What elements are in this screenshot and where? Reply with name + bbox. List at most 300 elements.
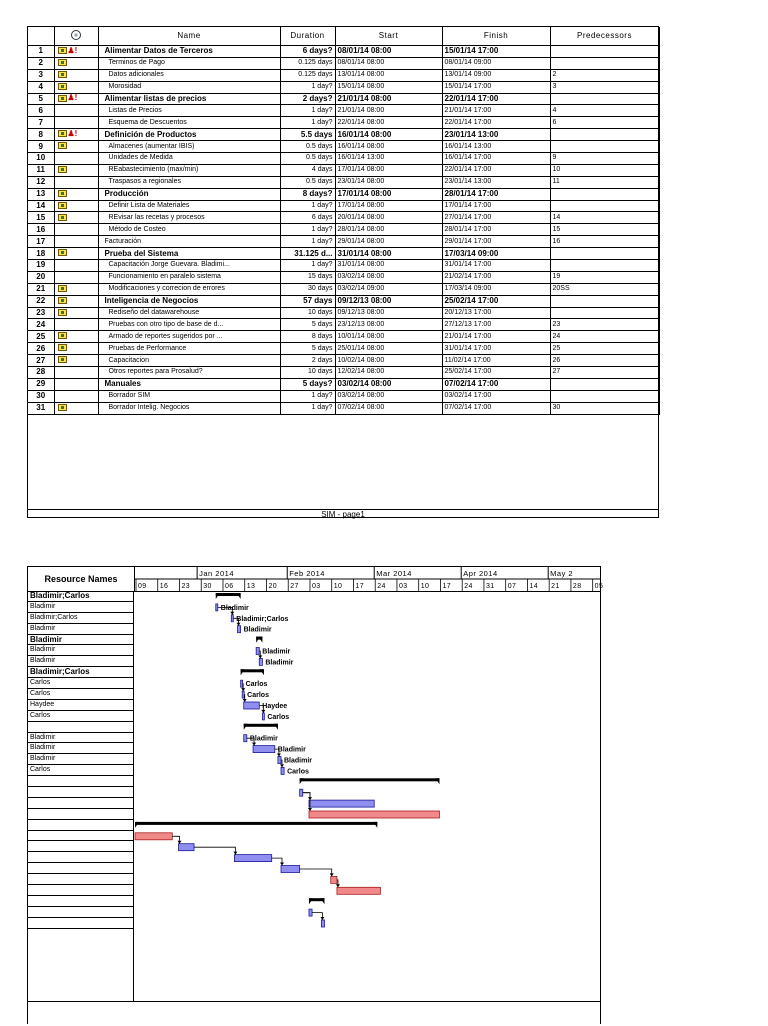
notes-icon[interactable] bbox=[58, 309, 67, 316]
resource-row[interactable]: Bladimir bbox=[28, 733, 134, 744]
task-id[interactable]: 26 bbox=[28, 343, 54, 355]
task-duration[interactable]: 31.125 d... bbox=[280, 248, 335, 260]
task-predecessors[interactable] bbox=[550, 129, 659, 141]
task-id[interactable]: 30 bbox=[28, 390, 54, 402]
task-start[interactable]: 28/01/14 08:00 bbox=[335, 224, 442, 236]
task-start[interactable]: 31/01/14 08:00 bbox=[335, 260, 442, 272]
resource-row[interactable] bbox=[28, 809, 134, 820]
critical-task-bar[interactable] bbox=[337, 887, 380, 894]
resource-row[interactable] bbox=[28, 776, 134, 787]
task-start[interactable]: 17/01/14 08:00 bbox=[335, 164, 442, 176]
task-start[interactable]: 12/02/14 08:00 bbox=[335, 367, 442, 379]
table-row[interactable] bbox=[28, 343, 659, 355]
task-duration[interactable]: 5.5 days bbox=[280, 129, 335, 141]
task-duration[interactable]: 30 days bbox=[280, 283, 335, 295]
resource-row[interactable] bbox=[28, 863, 134, 874]
task-name[interactable]: Inteligencia de Negocios bbox=[98, 295, 280, 307]
task-start[interactable]: 03/02/14 08:00 bbox=[335, 271, 442, 283]
task-name[interactable]: Otros reportes para Prosalud? bbox=[98, 367, 280, 379]
resource-icon[interactable]: ♟! bbox=[67, 45, 78, 55]
finish-column-header[interactable]: Finish bbox=[442, 27, 550, 46]
indicators-cell[interactable] bbox=[54, 307, 98, 319]
task-start[interactable]: 07/02/14 08:00 bbox=[335, 402, 442, 414]
task-id[interactable]: 11 bbox=[28, 164, 54, 176]
task-bar[interactable] bbox=[253, 746, 275, 753]
table-row[interactable] bbox=[28, 295, 659, 307]
task-finish[interactable]: 21/01/14 17:00 bbox=[442, 331, 550, 343]
indicators-cell[interactable] bbox=[54, 153, 98, 165]
task-duration[interactable]: 57 days bbox=[280, 295, 335, 307]
indicators-cell[interactable] bbox=[54, 164, 98, 176]
task-finish[interactable]: 28/01/14 17:00 bbox=[442, 224, 550, 236]
task-predecessors[interactable]: 15 bbox=[550, 224, 659, 236]
table-row[interactable] bbox=[28, 69, 659, 81]
table-row[interactable] bbox=[28, 260, 659, 272]
task-finish[interactable]: 20/12/13 17:00 bbox=[442, 307, 550, 319]
task-name[interactable]: Pruebas de Performance bbox=[98, 343, 280, 355]
notes-icon[interactable] bbox=[58, 202, 67, 209]
task-finish[interactable]: 22/01/14 17:00 bbox=[442, 164, 550, 176]
task-start[interactable]: 16/01/14 13:00 bbox=[335, 153, 442, 165]
indicators-cell[interactable] bbox=[54, 200, 98, 212]
task-predecessors[interactable] bbox=[550, 46, 659, 58]
task-bar[interactable] bbox=[178, 844, 194, 851]
indicators-cell[interactable] bbox=[54, 57, 98, 69]
indicators-cell[interactable] bbox=[54, 46, 98, 58]
task-duration[interactable]: 1 day? bbox=[280, 117, 335, 129]
resource-row[interactable]: Bladimir bbox=[28, 656, 134, 667]
indicators-cell[interactable] bbox=[54, 93, 98, 105]
task-bar[interactable] bbox=[262, 713, 264, 720]
task-start[interactable]: 25/01/14 08:00 bbox=[335, 343, 442, 355]
task-finish[interactable]: 08/01/14 09:00 bbox=[442, 57, 550, 69]
task-finish[interactable]: 31/01/14 17:00 bbox=[442, 260, 550, 272]
table-row[interactable] bbox=[28, 46, 659, 58]
task-finish[interactable]: 23/01/14 13:00 bbox=[442, 129, 550, 141]
task-id[interactable]: 8 bbox=[28, 129, 54, 141]
task-id[interactable]: 23 bbox=[28, 307, 54, 319]
task-name[interactable]: Listas de Precios bbox=[98, 105, 280, 117]
task-id[interactable]: 17 bbox=[28, 236, 54, 248]
resource-row[interactable]: Bladimir bbox=[28, 754, 134, 765]
task-finish[interactable]: 22/01/14 17:00 bbox=[442, 117, 550, 129]
task-bar[interactable] bbox=[281, 866, 300, 873]
task-finish[interactable]: 25/02/14 17:00 bbox=[442, 367, 550, 379]
task-name[interactable]: Producción bbox=[98, 188, 280, 200]
resource-row[interactable]: Bladimir;Carlos bbox=[28, 591, 134, 602]
task-predecessors[interactable] bbox=[550, 141, 659, 153]
task-name[interactable]: Modificaciones y correcion de errores bbox=[98, 283, 280, 295]
task-duration[interactable]: 0.5 days bbox=[280, 153, 335, 165]
task-id[interactable]: 16 bbox=[28, 224, 54, 236]
table-row[interactable] bbox=[28, 319, 659, 331]
task-duration[interactable]: 10 days bbox=[280, 367, 335, 379]
task-bar[interactable] bbox=[231, 615, 233, 622]
task-id[interactable]: 29 bbox=[28, 378, 54, 390]
resource-row[interactable]: Carlos bbox=[28, 765, 134, 776]
task-id[interactable]: 25 bbox=[28, 331, 54, 343]
resource-row[interactable]: Bladimir bbox=[28, 635, 134, 646]
task-predecessors[interactable] bbox=[550, 93, 659, 105]
task-start[interactable]: 16/01/14 08:00 bbox=[335, 129, 442, 141]
resource-row[interactable] bbox=[28, 885, 134, 896]
task-id[interactable]: 4 bbox=[28, 81, 54, 93]
task-predecessors[interactable] bbox=[550, 295, 659, 307]
task-id[interactable]: 6 bbox=[28, 105, 54, 117]
table-row[interactable] bbox=[28, 390, 659, 402]
task-name[interactable]: Definición de Productos bbox=[98, 129, 280, 141]
task-finish[interactable]: 17/01/14 17:00 bbox=[442, 200, 550, 212]
task-id[interactable]: 13 bbox=[28, 188, 54, 200]
task-start[interactable]: 08/01/14 08:00 bbox=[335, 57, 442, 69]
resource-row[interactable]: Bladimir;Carlos bbox=[28, 667, 134, 678]
resource-names-header[interactable]: Resource Names bbox=[28, 567, 135, 592]
notes-icon[interactable] bbox=[58, 249, 67, 256]
task-duration[interactable]: 1 day? bbox=[280, 105, 335, 117]
indicators-cell[interactable] bbox=[54, 81, 98, 93]
task-duration[interactable]: 6 days bbox=[280, 212, 335, 224]
indicators-cell[interactable] bbox=[54, 236, 98, 248]
notes-icon[interactable] bbox=[58, 404, 67, 411]
task-start[interactable]: 09/12/13 08:00 bbox=[335, 307, 442, 319]
task-finish[interactable]: 23/01/14 13:00 bbox=[442, 176, 550, 188]
predecessors-column-header[interactable]: Predecessors bbox=[550, 27, 659, 46]
task-name[interactable]: Método de Costeo bbox=[98, 224, 280, 236]
task-finish[interactable]: 31/01/14 17:00 bbox=[442, 343, 550, 355]
task-start[interactable]: 29/01/14 08:00 bbox=[335, 236, 442, 248]
task-name[interactable]: Morosidad bbox=[98, 81, 280, 93]
task-predecessors[interactable]: 3 bbox=[550, 81, 659, 93]
critical-task-bar[interactable] bbox=[309, 811, 439, 818]
indicators-cell[interactable] bbox=[54, 390, 98, 402]
resource-row[interactable] bbox=[28, 787, 134, 798]
task-id[interactable]: 14 bbox=[28, 200, 54, 212]
resource-row[interactable] bbox=[28, 852, 134, 863]
table-row[interactable] bbox=[28, 176, 659, 188]
indicators-cell[interactable] bbox=[54, 378, 98, 390]
task-bar[interactable] bbox=[238, 626, 241, 633]
resource-icon[interactable]: ♟! bbox=[67, 128, 78, 138]
task-finish[interactable]: 21/02/14 17:00 bbox=[442, 271, 550, 283]
resource-row[interactable] bbox=[28, 798, 134, 809]
task-duration[interactable]: 1 day? bbox=[280, 81, 335, 93]
task-bar[interactable] bbox=[321, 920, 324, 927]
task-id[interactable]: 27 bbox=[28, 355, 54, 367]
table-row[interactable] bbox=[28, 129, 659, 141]
resource-row[interactable] bbox=[28, 896, 134, 907]
task-name[interactable]: Unidades de Medida bbox=[98, 153, 280, 165]
task-finish[interactable]: 07/02/14 17:00 bbox=[442, 402, 550, 414]
task-name[interactable]: Prueba del Sistema bbox=[98, 248, 280, 260]
task-finish[interactable]: 28/01/14 17:00 bbox=[442, 188, 550, 200]
task-predecessors[interactable]: 24 bbox=[550, 331, 659, 343]
task-finish[interactable]: 22/01/14 17:00 bbox=[442, 93, 550, 105]
indicators-column-header[interactable] bbox=[54, 27, 98, 46]
task-bar[interactable] bbox=[241, 680, 243, 687]
task-start[interactable]: 23/12/13 08:00 bbox=[335, 319, 442, 331]
task-predecessors[interactable] bbox=[550, 390, 659, 402]
task-start[interactable]: 10/02/14 08:00 bbox=[335, 355, 442, 367]
task-predecessors[interactable]: 4 bbox=[550, 105, 659, 117]
task-bar[interactable] bbox=[309, 800, 374, 807]
notes-icon[interactable] bbox=[58, 71, 67, 78]
task-name[interactable]: Funcionamiento en paralelo sistema bbox=[98, 271, 280, 283]
table-row[interactable] bbox=[28, 117, 659, 129]
resource-row[interactable] bbox=[28, 918, 134, 929]
indicators-cell[interactable] bbox=[54, 69, 98, 81]
task-duration[interactable]: 5 days bbox=[280, 343, 335, 355]
task-name[interactable]: Pruebas con otro tipo de base de d... bbox=[98, 319, 280, 331]
task-name[interactable]: Almacenes (aumentar IBIS) bbox=[98, 141, 280, 153]
task-duration[interactable]: 0.125 days bbox=[280, 69, 335, 81]
notes-icon[interactable] bbox=[58, 47, 67, 54]
task-name[interactable]: REvisar las recetas y procesos bbox=[98, 212, 280, 224]
task-start[interactable]: 10/01/14 08:00 bbox=[335, 331, 442, 343]
resource-row[interactable]: Carlos bbox=[28, 711, 134, 722]
task-bar[interactable] bbox=[242, 691, 244, 698]
id-column-header[interactable] bbox=[28, 27, 54, 46]
task-bar[interactable] bbox=[244, 735, 247, 742]
resource-row[interactable]: Carlos bbox=[28, 678, 134, 689]
task-id[interactable]: 28 bbox=[28, 367, 54, 379]
task-name[interactable]: Capacitación Jorge Guevara. Bladimi... bbox=[98, 260, 280, 272]
task-finish[interactable]: 16/01/14 17:00 bbox=[442, 153, 550, 165]
task-name[interactable]: Datos adicionales bbox=[98, 69, 280, 81]
task-duration[interactable]: 5 days bbox=[280, 319, 335, 331]
task-finish[interactable]: 25/02/14 17:00 bbox=[442, 295, 550, 307]
task-name[interactable]: Esquema de Descuentos bbox=[98, 117, 280, 129]
task-duration[interactable]: 5 days? bbox=[280, 378, 335, 390]
indicators-cell[interactable] bbox=[54, 343, 98, 355]
task-predecessors[interactable] bbox=[550, 307, 659, 319]
indicators-cell[interactable] bbox=[54, 331, 98, 343]
task-name[interactable]: Capacitacion bbox=[98, 355, 280, 367]
indicators-cell[interactable] bbox=[54, 402, 98, 414]
task-name[interactable]: Borrador SIM bbox=[98, 390, 280, 402]
task-duration[interactable]: 4 days bbox=[280, 164, 335, 176]
task-id[interactable]: 21 bbox=[28, 283, 54, 295]
task-finish[interactable]: 16/01/14 13:00 bbox=[442, 141, 550, 153]
task-id[interactable]: 2 bbox=[28, 57, 54, 69]
table-row[interactable] bbox=[28, 307, 659, 319]
table-row[interactable] bbox=[28, 200, 659, 212]
indicators-cell[interactable] bbox=[54, 355, 98, 367]
table-row[interactable] bbox=[28, 224, 659, 236]
task-start[interactable]: 23/01/14 08:00 bbox=[335, 176, 442, 188]
resource-row[interactable] bbox=[28, 831, 134, 842]
task-duration[interactable]: 0.5 days bbox=[280, 176, 335, 188]
notes-icon[interactable] bbox=[58, 297, 67, 304]
table-row[interactable] bbox=[28, 283, 659, 295]
indicators-cell[interactable] bbox=[54, 141, 98, 153]
task-start[interactable]: 31/01/14 08:00 bbox=[335, 248, 442, 260]
task-start[interactable]: 20/01/14 08:00 bbox=[335, 212, 442, 224]
table-row[interactable] bbox=[28, 367, 659, 379]
resource-row[interactable]: Bladimir bbox=[28, 602, 134, 613]
summary-bar[interactable] bbox=[135, 822, 377, 825]
task-bar[interactable] bbox=[256, 648, 259, 655]
table-row[interactable] bbox=[28, 236, 659, 248]
task-duration[interactable]: 8 days bbox=[280, 331, 335, 343]
task-id[interactable]: 24 bbox=[28, 319, 54, 331]
duration-column-header[interactable]: Duration bbox=[280, 27, 335, 46]
task-bar[interactable] bbox=[216, 604, 218, 611]
critical-task-bar[interactable] bbox=[331, 876, 337, 883]
task-finish[interactable]: 21/01/14 17:00 bbox=[442, 105, 550, 117]
task-id[interactable]: 1 bbox=[28, 46, 54, 58]
task-name[interactable]: REabastecimiento (max/min) bbox=[98, 164, 280, 176]
task-duration[interactable]: 1 day? bbox=[280, 236, 335, 248]
table-row[interactable] bbox=[28, 355, 659, 367]
indicators-cell[interactable] bbox=[54, 295, 98, 307]
notes-icon[interactable] bbox=[58, 83, 67, 90]
task-finish[interactable]: 15/01/14 17:00 bbox=[442, 81, 550, 93]
resource-row[interactable]: Bladimir bbox=[28, 624, 134, 635]
notes-icon[interactable] bbox=[58, 95, 67, 102]
task-start[interactable]: 21/01/14 08:00 bbox=[335, 93, 442, 105]
notes-icon[interactable] bbox=[58, 130, 67, 137]
task-duration[interactable]: 1 day? bbox=[280, 402, 335, 414]
task-id[interactable]: 3 bbox=[28, 69, 54, 81]
start-column-header[interactable]: Start bbox=[335, 27, 442, 46]
task-predecessors[interactable] bbox=[550, 260, 659, 272]
task-bar[interactable] bbox=[309, 909, 312, 916]
task-name[interactable]: Armado de reportes sugeridos por ... bbox=[98, 331, 280, 343]
table-row[interactable] bbox=[28, 378, 659, 390]
task-name[interactable]: Borrador Intelig. Negocios bbox=[98, 402, 280, 414]
resource-row[interactable]: Bladimir;Carlos bbox=[28, 613, 134, 624]
summary-bar[interactable] bbox=[300, 778, 440, 781]
task-predecessors[interactable]: 9 bbox=[550, 153, 659, 165]
indicators-cell[interactable] bbox=[54, 260, 98, 272]
task-start[interactable]: 22/01/14 08:00 bbox=[335, 117, 442, 129]
task-predecessors[interactable] bbox=[550, 200, 659, 212]
task-id[interactable]: 5 bbox=[28, 93, 54, 105]
task-id[interactable]: 10 bbox=[28, 153, 54, 165]
task-finish[interactable]: 11/02/14 17:00 bbox=[442, 355, 550, 367]
task-predecessors[interactable]: 27 bbox=[550, 367, 659, 379]
task-id[interactable]: 12 bbox=[28, 176, 54, 188]
indicators-cell[interactable] bbox=[54, 129, 98, 141]
task-duration[interactable]: 8 days? bbox=[280, 188, 335, 200]
indicators-cell[interactable] bbox=[54, 271, 98, 283]
table-row[interactable] bbox=[28, 164, 659, 176]
task-predecessors[interactable] bbox=[550, 378, 659, 390]
table-row[interactable] bbox=[28, 57, 659, 69]
task-finish[interactable]: 15/01/14 17:00 bbox=[442, 46, 550, 58]
task-predecessors[interactable]: 2 bbox=[550, 69, 659, 81]
table-row[interactable] bbox=[28, 402, 659, 414]
task-duration[interactable]: 1 day? bbox=[280, 224, 335, 236]
task-predecessors[interactable] bbox=[550, 57, 659, 69]
table-row[interactable] bbox=[28, 81, 659, 93]
task-duration[interactable]: 1 day? bbox=[280, 200, 335, 212]
task-finish[interactable]: 17/03/14 09:00 bbox=[442, 283, 550, 295]
summary-bar[interactable] bbox=[244, 724, 278, 727]
task-predecessors[interactable]: 19 bbox=[550, 271, 659, 283]
resource-row[interactable] bbox=[28, 841, 134, 852]
task-duration[interactable]: 0.125 days bbox=[280, 57, 335, 69]
task-predecessors[interactable]: 10 bbox=[550, 164, 659, 176]
task-duration[interactable]: 6 days? bbox=[280, 46, 335, 58]
table-row[interactable] bbox=[28, 212, 659, 224]
indicators-cell[interactable] bbox=[54, 283, 98, 295]
resource-row[interactable] bbox=[28, 907, 134, 918]
task-start[interactable]: 17/01/14 08:00 bbox=[335, 200, 442, 212]
task-start[interactable]: 15/01/14 08:00 bbox=[335, 81, 442, 93]
resource-row[interactable]: Haydee bbox=[28, 700, 134, 711]
resource-row[interactable]: Bladimir bbox=[28, 645, 134, 656]
task-start[interactable]: 03/02/14 08:00 bbox=[335, 378, 442, 390]
table-row[interactable] bbox=[28, 271, 659, 283]
indicators-cell[interactable] bbox=[54, 176, 98, 188]
task-id[interactable]: 20 bbox=[28, 271, 54, 283]
task-predecessors[interactable]: 16 bbox=[550, 236, 659, 248]
task-duration[interactable]: 0.5 days bbox=[280, 141, 335, 153]
task-predecessors[interactable] bbox=[550, 188, 659, 200]
notes-icon[interactable] bbox=[58, 142, 67, 149]
summary-bar[interactable] bbox=[216, 593, 241, 596]
task-start[interactable]: 17/01/14 08:00 bbox=[335, 188, 442, 200]
notes-icon[interactable] bbox=[58, 285, 67, 292]
indicators-cell[interactable] bbox=[54, 117, 98, 129]
task-predecessors[interactable] bbox=[550, 248, 659, 260]
task-start[interactable]: 13/01/14 08:00 bbox=[335, 69, 442, 81]
table-row[interactable] bbox=[28, 105, 659, 117]
indicators-cell[interactable] bbox=[54, 248, 98, 260]
task-predecessors[interactable]: 14 bbox=[550, 212, 659, 224]
task-finish[interactable]: 29/01/14 17:00 bbox=[442, 236, 550, 248]
name-column-header[interactable]: Name bbox=[98, 27, 280, 46]
task-finish[interactable]: 07/02/14 17:00 bbox=[442, 378, 550, 390]
indicators-cell[interactable] bbox=[54, 367, 98, 379]
table-row[interactable] bbox=[28, 188, 659, 200]
resource-row[interactable]: Carlos bbox=[28, 689, 134, 700]
task-id[interactable]: 9 bbox=[28, 141, 54, 153]
notes-icon[interactable] bbox=[58, 166, 67, 173]
task-id[interactable]: 19 bbox=[28, 260, 54, 272]
task-bar[interactable] bbox=[278, 757, 281, 764]
task-predecessors[interactable]: 26 bbox=[550, 355, 659, 367]
task-duration[interactable]: 2 days? bbox=[280, 93, 335, 105]
notes-icon[interactable] bbox=[58, 332, 67, 339]
notes-icon[interactable] bbox=[58, 190, 67, 197]
task-finish[interactable]: 17/03/14 09:00 bbox=[442, 248, 550, 260]
task-bar[interactable] bbox=[259, 658, 262, 665]
task-finish[interactable]: 13/01/14 09:00 bbox=[442, 69, 550, 81]
task-predecessors[interactable]: 11 bbox=[550, 176, 659, 188]
indicators-cell[interactable] bbox=[54, 105, 98, 117]
notes-icon[interactable] bbox=[58, 214, 67, 221]
indicators-cell[interactable] bbox=[54, 319, 98, 331]
task-finish[interactable]: 27/12/13 17:00 bbox=[442, 319, 550, 331]
task-predecessors[interactable]: 23 bbox=[550, 319, 659, 331]
task-name[interactable]: Alimentar listas de precios bbox=[98, 93, 280, 105]
task-name[interactable]: Alimentar Datos de Terceros bbox=[98, 46, 280, 58]
task-name[interactable]: Rediseño del datawarehouse bbox=[98, 307, 280, 319]
resource-row[interactable]: Bladimir bbox=[28, 743, 134, 754]
task-bar[interactable] bbox=[244, 702, 260, 709]
table-row[interactable] bbox=[28, 93, 659, 105]
task-start[interactable]: 09/12/13 08:00 bbox=[335, 295, 442, 307]
resource-icon[interactable]: ♟! bbox=[67, 93, 78, 103]
task-duration[interactable]: 1 day? bbox=[280, 390, 335, 402]
task-predecessors[interactable]: 30 bbox=[550, 402, 659, 414]
task-start[interactable]: 08/01/14 08:00 bbox=[335, 46, 442, 58]
task-bar[interactable] bbox=[234, 855, 271, 862]
task-bar[interactable] bbox=[281, 767, 284, 774]
task-duration[interactable]: 15 days bbox=[280, 271, 335, 283]
